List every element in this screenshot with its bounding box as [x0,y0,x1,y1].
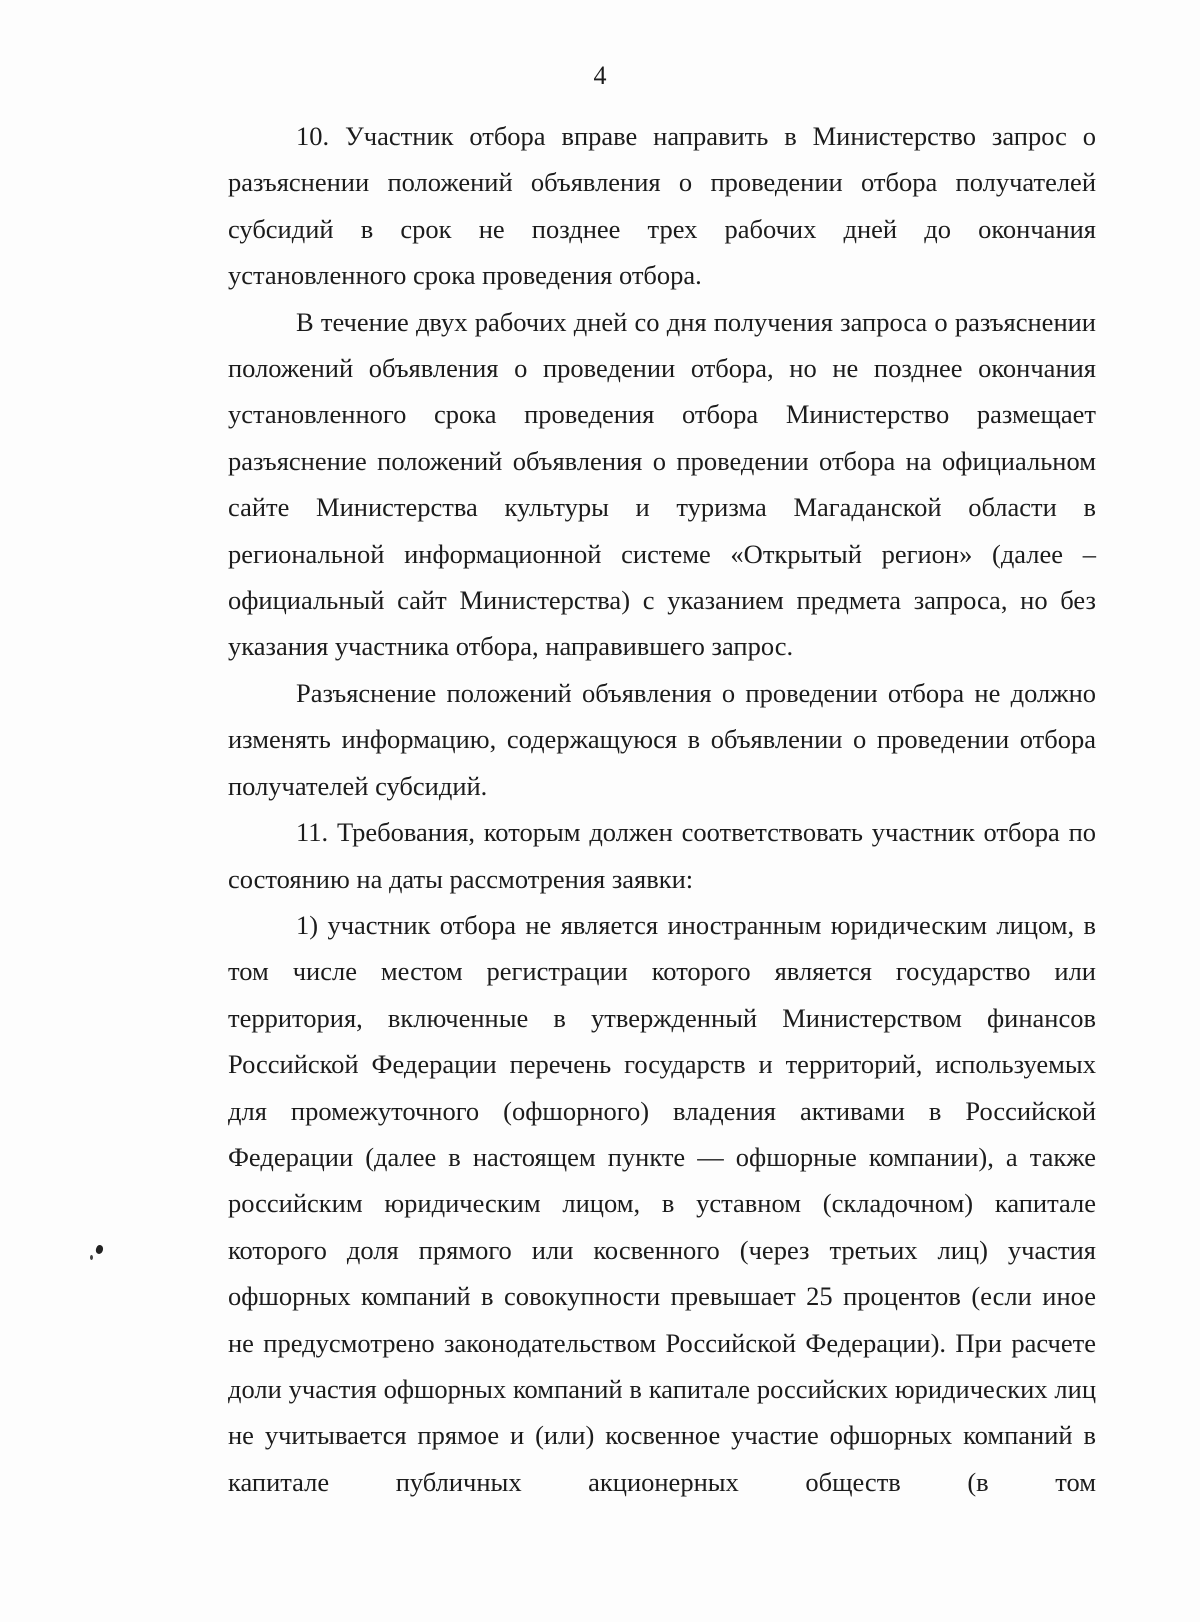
paragraph-item-11: 11. Требования, которым должен соответствовать участник отбора по состоянию на даты рассмотрения заявки: [228,817,1096,894]
paragraph-item-10: 10. Участник отбора вправе направить в Министерство запрос о разъяснении положений объявления о проведении отбора получателей субсидий в срок не позднее трех рабочих дней до окончания установленного срока проведения отбора. [228,121,1096,291]
paragraph-clarification-publication: В течение двух рабочих дней со дня получения запроса о разъяснении положений объявления о проведении отбора, но не позднее окончания установленного срока проведения отбора Министерство размещает разъяснение положений объявления о проведении отбора на официальном сайте Министерства культуры и туризма Магаданской области в региональной информационной системе «Открытый регион» (далее – официальный сайт Министерства) с указанием предмета запроса, но без указания участника отбора, направившего запрос. [228,306,1096,662]
document-body [228,113,1096,1505]
scan-speck-mark [95,1244,105,1255]
paragraph-clarification-restriction: Разъяснение положений объявления о проведении отбора не должно изменять информацию, содержащуюся в объявлении о проведении отбора получателей субсидий. [228,677,1096,801]
paragraph-item-11-1: 1) участник отбора не является иностранным юридическим лицом, в том числе местом регистрации которого является государство или территория, включенные в утвержденный Министерством финансов Российской Федерации перечень государств и территорий, используемых для промежуточного (офшорного) владения активами в Российской Федерации (далее в настоящем пункте — офшорные компании), а также российским юридическим лицом, в уставном (складочном) капитале которого доля прямого или косвенного (через третьих лиц) участия офшорных компаний в совокупности превышает 25 процентов (если иное не предусмотрено законодательством Российской Федерации). При расчете доли участия офшорных компаний в капитале российских юридических лиц не учитывается прямое и (или) косвенное участие офшорных компаний в капитале публичных акционерных обществ (в том [228,909,1096,1497]
page-number: 4 [593,61,607,90]
scan-speck-mark-small [90,1255,93,1260]
